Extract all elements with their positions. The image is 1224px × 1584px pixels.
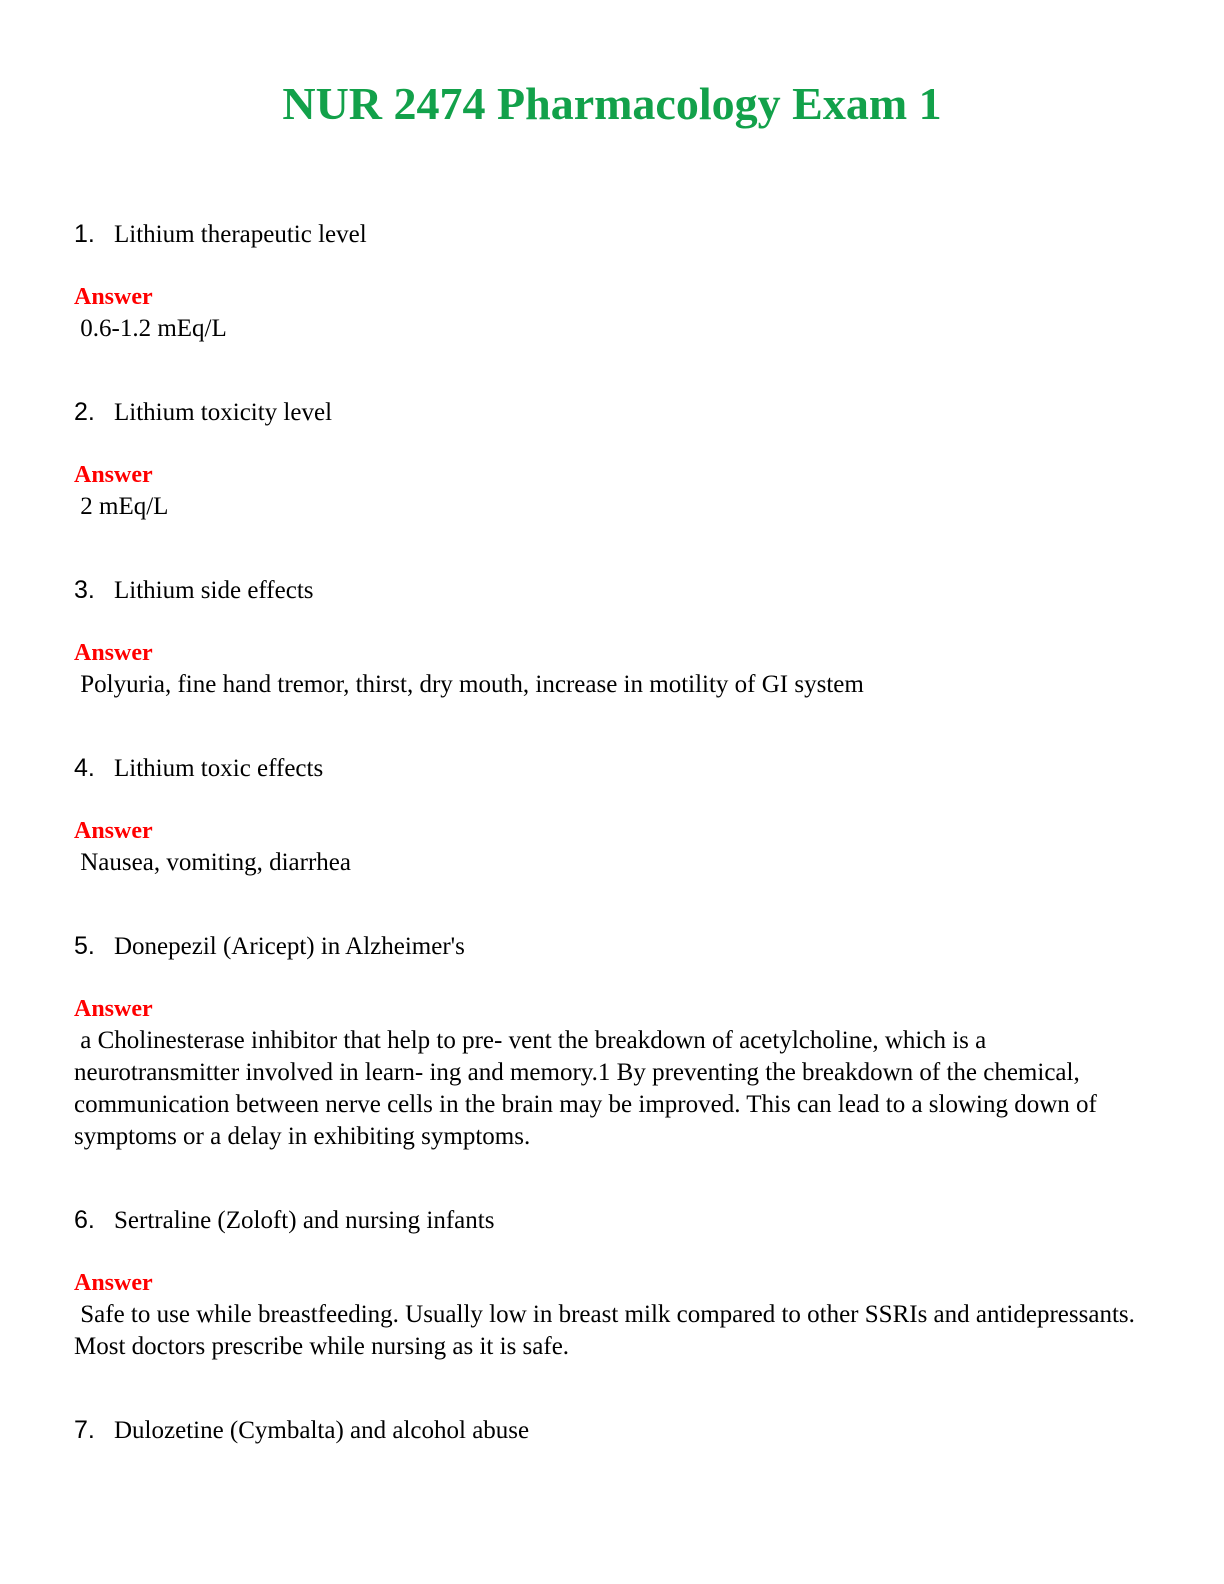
question [74,930,1154,963]
answer-label: Answer [74,1270,153,1296]
question-number: 6. [74,1206,95,1234]
qa-item-2 [74,396,1154,523]
answer-text: 0.6-1.2 mEq/L [74,315,227,342]
question-number: 7. [74,1416,95,1444]
answer-text: a Cholinesterase inhibitor that help to pre- vent the breakdown of acetylcholine, which is a neurotransmitter involved in learn- ing and memory.1 By preventing the breakdown of the chemical, communication between nerve cells in the brain may be improved. This can lead to a slowing down of symptoms or a delay in exhibiting symptoms. [74,1027,1104,1150]
answer-label: Answer [74,284,153,310]
question-number: 4. [74,754,95,782]
question-text: Donepezil (Aricept) in Alzheimer's [114,933,465,960]
question [74,396,1154,429]
question-text: Lithium side effects [114,577,314,604]
answer-label: Answer [74,462,153,488]
qa-item-3 [74,574,1154,701]
answer-label: Answer [74,818,153,844]
qa-item-4 [74,752,1154,879]
answer-label: Answer [74,640,153,666]
qa-item-1 [74,218,1154,345]
question [74,752,1154,785]
answer-text: Nausea, vomiting, diarrhea [74,849,351,876]
answer-text: Safe to use while breastfeeding. Usually low in breast milk compared to other SSRIs and antidepressants. Most doctors prescribe while nursing as it is safe. [74,1301,1142,1360]
question-text: Lithium toxicity level [114,399,333,426]
question-text: Lithium toxic effects [114,755,324,782]
question-text: Dulozetine (Cymbalta) and alcohol abuse [114,1417,530,1444]
qa-item-7 [74,1414,1154,1447]
question-number: 5. [74,932,95,960]
page-title: NUR 2474 Pharmacology Exam 1 [282,78,942,129]
question-number: 2. [74,398,95,426]
qa-item-6 [74,1204,1154,1363]
question [74,1414,1154,1447]
question-text: Lithium therapeutic level [114,221,367,248]
qa-item-5 [74,930,1154,1153]
answer-label: Answer [74,996,153,1022]
question [74,574,1154,607]
answer-text: 2 mEq/L [74,493,169,520]
question-number: 3. [74,576,95,604]
question [74,1204,1154,1237]
answer-text: Polyuria, fine hand tremor, thirst, dry mouth, increase in motility of GI system [74,671,864,698]
question-number: 1. [74,220,95,248]
question [74,218,1154,251]
question-text: Sertraline (Zoloft) and nursing infants [114,1207,495,1234]
